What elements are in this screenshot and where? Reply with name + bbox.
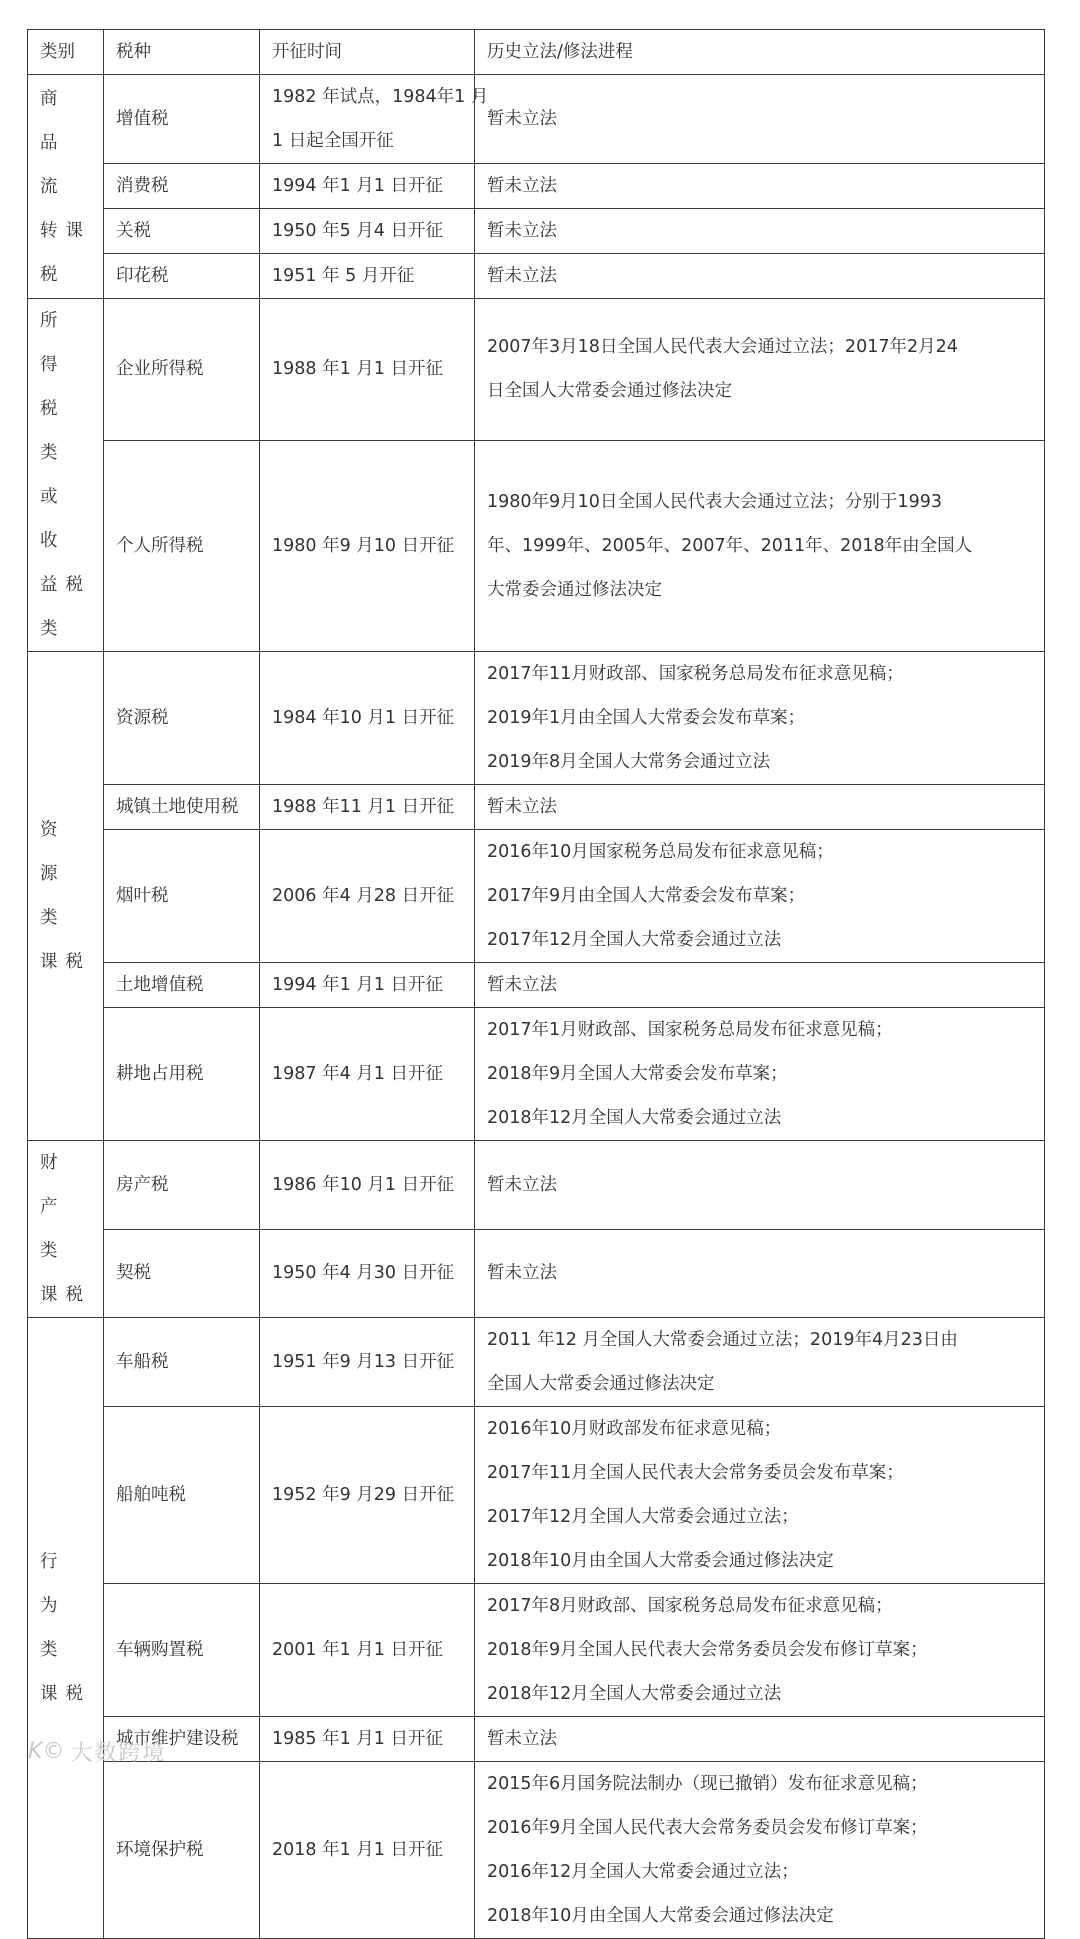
history-line: 2016年9月全国人民代表大会常务委员会发布修订草案； (487, 1818, 928, 1838)
history-line: 2016年12月全国人大常委会通过立法； (487, 1862, 799, 1882)
header-start: 开征时间 (260, 30, 475, 75)
tax-name-cell: 企业所得税 (104, 299, 260, 441)
start-time-cell (260, 785, 475, 830)
category-line: 所 得 税 (40, 311, 66, 419)
history-line: 2019年8月全国人大常务会通过立法 (487, 752, 771, 772)
history-line: 2018年10月由全国人大常委会通过修法决定 (487, 1551, 834, 1571)
table-row (28, 299, 1045, 441)
table-row (28, 1229, 1045, 1318)
start-time-line: 2001 年1 月1 日开征 (272, 1640, 443, 1660)
start-time-cell (260, 1762, 475, 1939)
category-line: 课税 (40, 952, 91, 972)
category-cell (28, 75, 104, 299)
table-row (28, 1407, 1045, 1584)
history-line: 2019年1月由全国人大常委会发布草案； (487, 708, 806, 728)
table-header-row (28, 30, 1045, 75)
start-time-line: 1986 年10 月1 日开征 (272, 1174, 455, 1195)
history-cell (475, 209, 1045, 254)
tax-name-cell: 房产税 (104, 1141, 260, 1230)
start-time-cell (260, 254, 475, 299)
start-time-cell (260, 1717, 475, 1762)
history-cell (475, 1584, 1045, 1717)
history-line: 2007年3月18日全国人民代表大会通过立法；2017年2月24 (487, 337, 958, 358)
tax-name-cell: 城镇土地使用税 (104, 785, 260, 830)
tax-name-cell: 增值税 (104, 75, 260, 164)
table-row (28, 1717, 1045, 1762)
history-line: 2011 年12 月全国人大常委会通过立法；2019年4月23日由 (487, 1330, 958, 1350)
history-cell (475, 1762, 1045, 1939)
history-line: 2017年12月全国人大常委会通过立法； (487, 1507, 799, 1527)
start-time-line: 1982 年试点，1984年1 月 (272, 87, 489, 107)
tax-name-cell: 城市维护建设税 (104, 1717, 260, 1762)
tax-name-cell: 消费税 (104, 164, 260, 209)
watermark-text: 大数跨境 (70, 1740, 167, 1766)
tax-name-cell: 印花税 (104, 254, 260, 299)
table-row (28, 164, 1045, 209)
category-line: 行 为 类 (40, 1552, 66, 1660)
history-line: 2017年9月由全国人大常委会发布草案； (487, 886, 806, 906)
category-line: 财 产 类 (40, 1153, 66, 1261)
header-history: 历史立法/修法进程 (475, 30, 1045, 75)
history-cell (475, 164, 1045, 209)
start-time-cell (260, 1008, 475, 1141)
start-time-cell (260, 1229, 475, 1318)
history-line: 日全国人大常委会通过修法决定 (487, 381, 732, 402)
tax-name-cell: 关税 (104, 209, 260, 254)
start-time-cell (260, 1407, 475, 1584)
start-time-line: 2006 年4 月28 日开征 (272, 886, 455, 906)
history-cell (475, 1407, 1045, 1584)
start-time-line: 1951 年 5 月开征 (272, 266, 415, 286)
start-time-line: 1985 年1 月1 日开征 (272, 1729, 443, 1749)
watermark-logo-icon: K© (28, 1738, 65, 1764)
start-time-line: 1 日起全国开征 (272, 131, 394, 151)
table-row (28, 830, 1045, 963)
table-row (28, 1584, 1045, 1717)
tax-name-cell: 环境保护税 (104, 1762, 260, 1939)
category-line: 益税类 (40, 575, 91, 639)
tax-name-cell: 车辆购置税 (104, 1584, 260, 1717)
table-row (28, 652, 1045, 785)
start-time-cell (260, 75, 489, 164)
start-time-cell (260, 164, 475, 209)
start-time-cell (260, 299, 475, 441)
category-line: 商 品 流 (40, 88, 66, 197)
history-cell (475, 785, 1045, 830)
history-cell (475, 1717, 1045, 1762)
table-row (28, 1008, 1045, 1141)
start-time-line: 2018 年1 月1 日开征 (272, 1840, 443, 1860)
history-cell (475, 963, 1045, 1008)
history-line: 2018年12月全国人大常委会通过立法 (487, 1684, 782, 1704)
start-time-line: 1980 年9 月10 日开征 (272, 535, 455, 556)
history-line: 2016年10月国家税务总局发布征求意见稿； (487, 842, 834, 862)
history-line: 2018年12月全国人大常委会通过立法 (487, 1108, 782, 1128)
start-time-line: 1984 年10 月1 日开征 (272, 708, 455, 728)
table-row (28, 75, 1045, 164)
table-row (28, 1141, 1045, 1230)
table-row (28, 254, 1045, 299)
history-line: 暂未立法 (487, 176, 557, 196)
history-cell (475, 652, 1045, 785)
history-line: 2017年1月财政部、国家税务总局发布征求意见稿； (487, 1020, 893, 1040)
start-time-line: 1951 年9 月13 日开征 (272, 1352, 455, 1372)
watermark (28, 1736, 166, 1766)
start-time-cell (260, 652, 475, 785)
start-time-line: 1994 年1 月1 日开征 (272, 975, 443, 995)
header-category: 类别 (28, 30, 104, 75)
start-time-line: 1988 年11 月1 日开征 (272, 797, 455, 817)
history-line: 2017年11月财政部、国家税务总局发布征求意见稿； (487, 664, 904, 684)
tax-name-cell: 车船税 (104, 1318, 260, 1407)
tax-name-cell: 资源税 (104, 652, 260, 785)
start-time-cell (260, 1318, 475, 1407)
history-line: 全国人大常委会通过修法决定 (487, 1374, 715, 1394)
tax-name-cell: 土地增值税 (104, 963, 260, 1008)
history-cell (475, 75, 1045, 164)
header-tax: 税种 (104, 30, 260, 75)
table-row (28, 209, 1045, 254)
table-row (28, 1318, 1045, 1407)
start-time-cell (260, 1141, 475, 1230)
history-line: 2015年6月国务院法制办（现已撤销）发布征求意见稿； (487, 1774, 928, 1794)
history-line: 暂未立法 (487, 1729, 557, 1749)
history-cell (475, 830, 1045, 963)
history-cell (475, 440, 1045, 651)
category-cell (28, 1318, 104, 1939)
category-line: 类 或 收 (40, 443, 66, 551)
start-time-cell (260, 963, 475, 1008)
start-time-line: 1950 年4 月30 日开征 (272, 1263, 455, 1284)
history-line: 年、1999年、2005年、2007年、2011年、2018年由全国人 (487, 535, 973, 556)
tax-name-cell: 船舶吨税 (104, 1407, 260, 1584)
start-time-cell (260, 830, 475, 963)
table-row (28, 1762, 1045, 1939)
category-cell (28, 652, 104, 1141)
table-row (28, 785, 1045, 830)
tax-name-cell: 契税 (104, 1229, 260, 1318)
start-time-cell (260, 1584, 475, 1717)
history-line: 暂未立法 (487, 266, 557, 286)
history-line: 大常委会通过修法决定 (487, 579, 662, 600)
table-row (28, 440, 1045, 651)
history-cell (475, 299, 1045, 441)
history-line: 暂未立法 (487, 975, 557, 995)
start-time-line: 1994 年1 月1 日开征 (272, 176, 443, 196)
history-line: 2017年12月全国人大常委会通过立法 (487, 930, 782, 950)
category-line: 转课税 (40, 220, 91, 285)
tax-name-cell: 烟叶税 (104, 830, 260, 963)
history-line: 2018年10月由全国人大常委会通过修法决定 (487, 1906, 834, 1926)
start-time-cell (260, 209, 475, 254)
history-line: 暂未立法 (487, 1174, 557, 1195)
table-row (28, 963, 1045, 1008)
history-line: 2017年8月财政部、国家税务总局发布征求意见稿； (487, 1596, 893, 1616)
history-line: 暂未立法 (487, 221, 557, 241)
history-line: 2017年11月全国人民代表大会常务委员会发布草案； (487, 1463, 904, 1483)
history-cell (475, 1229, 1045, 1318)
start-time-line: 1987 年4 月1 日开征 (272, 1064, 443, 1084)
tax-history-table (27, 29, 1045, 1939)
history-line: 2018年9月全国人大常委会发布草案； (487, 1064, 788, 1084)
tax-name-cell: 个人所得税 (104, 440, 260, 651)
category-line: 课税 (40, 1285, 91, 1305)
start-time-cell (260, 440, 475, 651)
category-cell (28, 1141, 104, 1318)
history-cell (475, 1141, 1045, 1230)
history-line: 暂未立法 (487, 1263, 557, 1284)
history-line: 暂未立法 (487, 797, 557, 817)
category-line: 课税 (40, 1684, 91, 1704)
history-line: 2016年10月财政部发布征求意见稿； (487, 1419, 782, 1439)
tax-name-cell: 耕地占用税 (104, 1008, 260, 1141)
history-line: 暂未立法 (487, 109, 557, 129)
category-line: 资 源 类 (40, 820, 66, 928)
start-time-line: 1952 年9 月29 日开征 (272, 1485, 455, 1505)
history-line: 1980年9月10日全国人民代表大会通过立法；分别于1993 (487, 491, 942, 512)
category-cell (28, 299, 104, 652)
history-line: 2018年9月全国人民代表大会常务委员会发布修订草案； (487, 1640, 928, 1660)
history-cell (475, 1318, 1045, 1407)
history-cell (475, 254, 1045, 299)
start-time-line: 1988 年1 月1 日开征 (272, 359, 443, 380)
start-time-line: 1950 年5 月4 日开征 (272, 221, 443, 241)
history-cell (475, 1008, 1045, 1141)
